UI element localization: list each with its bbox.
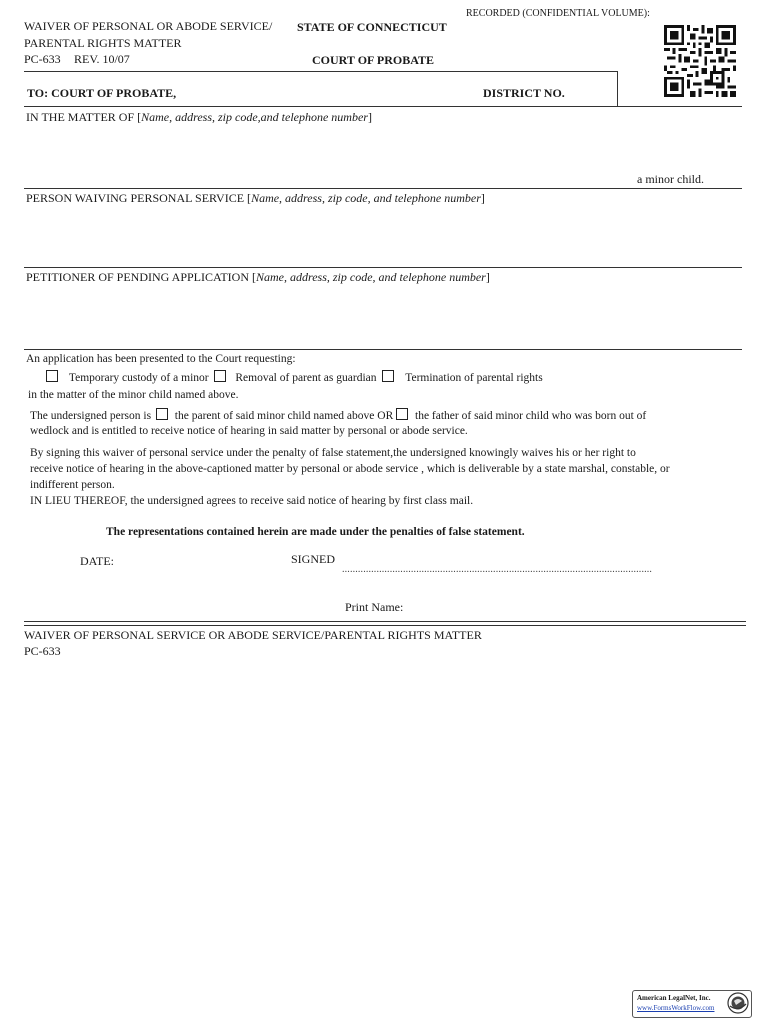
header-box-right-rule — [617, 71, 618, 106]
person-waiving-bottom-rule — [24, 267, 742, 268]
waiver-line1: By signing this waiver of personal service under the penalty of false statement,the undersigned knowingly waives his or her right to — [30, 447, 636, 459]
petitioner-hint: Name, address, zip code, and telephone number — [256, 270, 486, 284]
removal-parent-label: Removal of parent as guardian — [235, 372, 377, 384]
date-label: DATE: — [80, 554, 114, 568]
matter-bottom-rule — [24, 188, 742, 189]
temporary-custody-checkbox[interactable] — [46, 370, 58, 382]
father-checkbox[interactable] — [396, 408, 408, 420]
form-code: PC-633 — [24, 52, 61, 66]
publisher-badge — [632, 990, 752, 1018]
header-box-top-rule — [24, 71, 617, 72]
footer-rule-1 — [24, 621, 746, 622]
print-name-label: Print Name: — [345, 600, 404, 614]
district-label: DISTRICT NO. — [483, 86, 565, 100]
penalty-statement: The representations contained herein are made under the penalties of false statement. — [106, 526, 525, 538]
matter-field[interactable] — [26, 110, 372, 125]
termination-rights-checkbox[interactable] — [382, 370, 394, 382]
application-matter-line: in the matter of the minor child named above. — [28, 389, 239, 401]
waiver-line2: receive notice of hearing in the above-captioned matter by personal or abode service , which is deliverable by a state marshal, constable, or — [30, 463, 670, 475]
form-title-line1: WAIVER OF PERSONAL OR ABODE SERVICE/ — [24, 19, 273, 33]
undersigned-line1 — [30, 408, 646, 422]
termination-rights-label: Termination of parental rights — [405, 372, 543, 384]
application-options — [46, 370, 543, 384]
undersigned-prefix: The undersigned person is — [30, 410, 152, 422]
application-intro: An application has been presented to the Court requesting: — [26, 353, 296, 365]
matter-label: IN THE MATTER OF [ — [26, 110, 142, 124]
court-heading: COURT OF PROBATE — [312, 53, 435, 67]
publisher-link[interactable]: www.FormsWorkFlow.com — [637, 1004, 715, 1012]
signature-line[interactable]: ..................................................................................................................... — [342, 564, 653, 575]
header-box-bottom-rule — [24, 106, 742, 107]
footer-title: WAIVER OF PERSONAL SERVICE OR ABODE SERVICE/PARENTAL RIGHTS MATTER — [24, 628, 482, 642]
to-court-label: TO: COURT OF PROBATE, — [27, 86, 177, 100]
minor-child-label: a minor child. — [637, 172, 704, 186]
person-waiving-label: PERSON WAIVING PERSONAL SERVICE [ — [26, 191, 252, 205]
form-revision: REV. 10/07 — [74, 52, 130, 66]
undersigned-line2: wedlock and is entitled to receive notice of hearing in said matter by personal or abode service. — [30, 425, 468, 437]
father-option-label: the father of said minor child who was born out of — [415, 410, 647, 422]
petitioner-field[interactable] — [26, 270, 490, 285]
parent-option-label: the parent of said minor child named above OR — [174, 410, 394, 422]
petitioner-bracket: ] — [485, 270, 490, 284]
signed-label: SIGNED — [291, 552, 335, 566]
petitioner-label: PETITIONER OF PENDING APPLICATION [ — [26, 270, 256, 284]
parent-checkbox[interactable] — [156, 408, 168, 420]
matter-bracket: ] — [367, 110, 372, 124]
waiver-line3: indifferent person. — [30, 479, 115, 491]
state-heading: STATE OF CONNECTICUT — [297, 20, 447, 34]
waiver-line4: IN LIEU THEREOF, the undersigned agrees to receive said notice of hearing by first class mail. — [30, 495, 474, 507]
person-waiving-bracket: ] — [480, 191, 485, 205]
footer-rule-2 — [24, 625, 746, 626]
form-title-line2: PARENTAL RIGHTS MATTER — [24, 36, 182, 50]
person-waiving-field[interactable] — [26, 191, 485, 206]
qr-code-icon — [664, 25, 736, 97]
recorded-label: RECORDED (CONFIDENTIAL VOLUME): — [466, 8, 650, 19]
person-waiving-hint: Name, address, zip code, and telephone number — [251, 191, 481, 205]
footer-code: PC-633 — [24, 644, 61, 658]
publisher-name: American LegalNet, Inc. — [637, 994, 711, 1002]
petitioner-bottom-rule — [24, 349, 742, 350]
removal-parent-checkbox[interactable] — [214, 370, 226, 382]
matter-hint: Name, address, zip code,and telephone number — [141, 110, 368, 124]
temporary-custody-label: Temporary custody of a minor — [68, 372, 209, 384]
globe-logo-icon — [727, 992, 749, 1014]
